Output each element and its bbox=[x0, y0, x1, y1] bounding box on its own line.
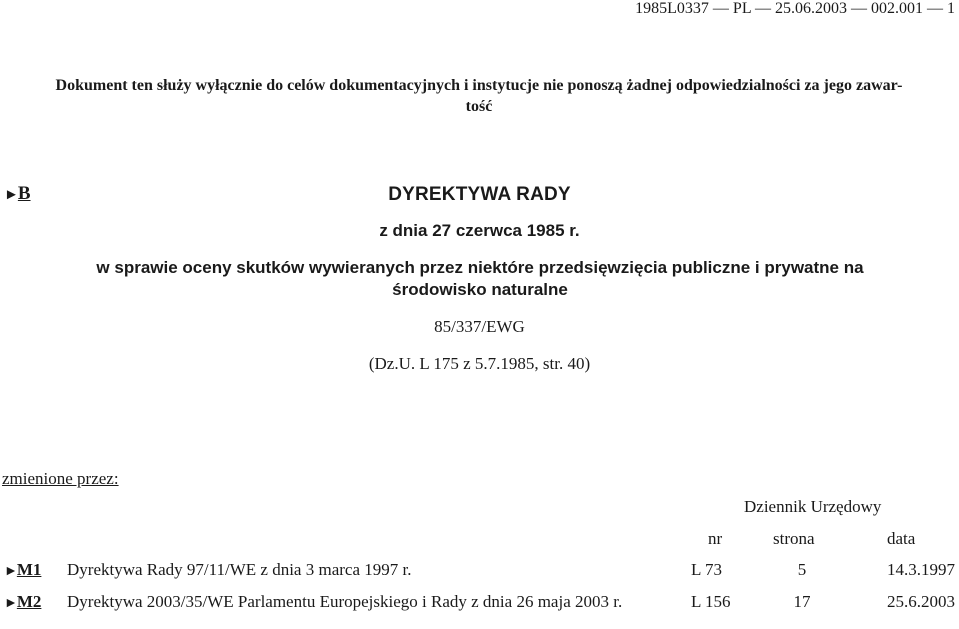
base-marker-label: B bbox=[17, 183, 31, 204]
amendment-marker-label: M1 bbox=[16, 560, 42, 579]
right-triangle-icon: ► bbox=[4, 564, 17, 579]
act-date: z dnia 27 czerwca 1985 r. bbox=[379, 221, 580, 240]
amendment-marker-m2[interactable] bbox=[4, 592, 41, 612]
column-header-nr: nr bbox=[708, 529, 723, 548]
column-header-page: strona bbox=[773, 529, 815, 548]
amendment-date: 14.3.1997 bbox=[887, 560, 955, 579]
act-subject-line-2: środowisko naturalne bbox=[392, 280, 568, 299]
running-head: 1985L0337 — PL — 25.06.2003 — 002.001 — 1 bbox=[635, 0, 955, 17]
disclaimer-line-1: Dokument ten służy wyłącznie do celów dokumentacyjnych i instytucje nie ponoszą żadnej odpowiedzialności za jego zawar- bbox=[55, 77, 903, 94]
act-celex-number: 85/337/EWG bbox=[434, 317, 525, 336]
amendment-marker-label: M2 bbox=[16, 592, 42, 611]
amendment-oj-number: L 156 bbox=[691, 592, 731, 611]
right-triangle-icon: ► bbox=[4, 187, 18, 203]
act-oj-reference: (Dz.U. L 175 z 5.7.1985, str. 40) bbox=[368, 354, 591, 373]
disclaimer-line-2: tość bbox=[465, 98, 493, 115]
amendment-oj-number: L 73 bbox=[691, 560, 723, 579]
journal-heading: Dziennik Urzędowy bbox=[744, 497, 882, 516]
amendment-marker-m1[interactable] bbox=[4, 560, 41, 580]
amendment-page: 5 bbox=[797, 560, 807, 579]
act-subject-line-1: w sprawie oceny skutków wywieranych przez niektóre przedsięwzięcia publiczne i prywatne na bbox=[96, 258, 864, 277]
amendment-description: Dyrektywa 2003/35/WE Parlamentu Europejskiego i Rady z dnia 26 maja 2003 r. bbox=[67, 592, 623, 611]
disclaimer bbox=[4, 75, 954, 117]
right-triangle-icon: ► bbox=[4, 596, 17, 611]
amendment-page: 17 bbox=[793, 592, 811, 611]
amended-by-heading: zmienione przez: bbox=[2, 469, 119, 488]
amendment-description: Dyrektywa Rady 97/11/WE z dnia 3 marca 1997 r. bbox=[67, 560, 412, 579]
amendment-date: 25.6.2003 bbox=[887, 592, 955, 611]
act-title: DYREKTYWA RADY bbox=[388, 184, 571, 205]
act-subject bbox=[40, 257, 920, 301]
column-header-date: data bbox=[887, 529, 916, 548]
